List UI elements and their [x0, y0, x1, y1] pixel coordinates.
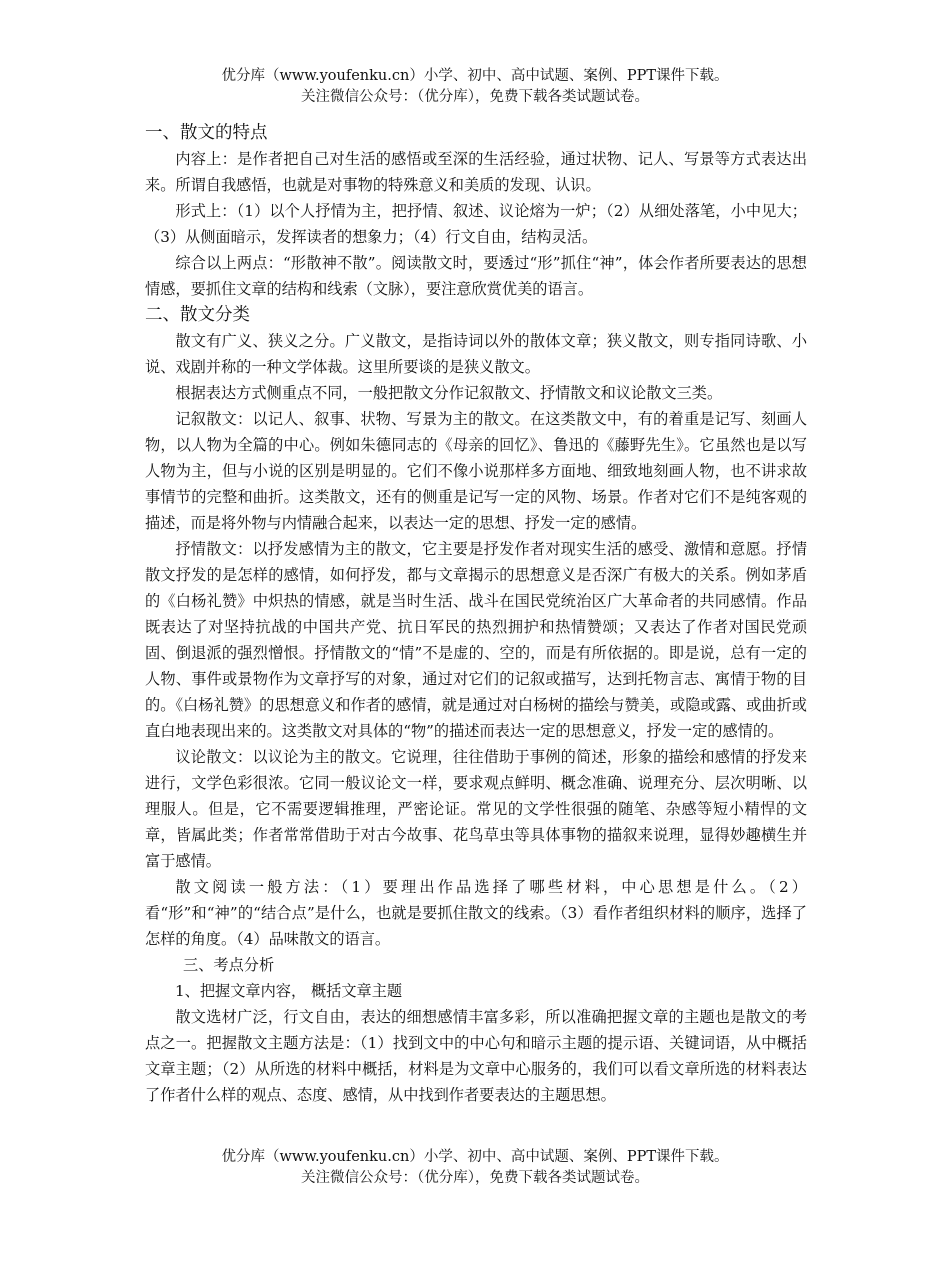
footer-line-1: 优分库（www.youfenku.cn）小学、初中、高中试题、案例、PPT课件下载。 [221, 1149, 729, 1165]
header-line-2: 关注微信公众号：（优分库），免费下载各类试题试卷。 [301, 89, 649, 105]
header-line-1: 优分库（www.youfenku.cn）小学、初中、高中试题、案例、PPT课件下载。 [221, 68, 729, 84]
page-header [0, 66, 950, 108]
paragraph: 根据表达方式侧重点不同，一般把散文分作记叙散文、抒情散文和议论散文三类。 [175, 384, 723, 402]
page-footer [0, 1147, 950, 1189]
subsection-title: 1、把握文章内容， 概括文章主题 [175, 982, 403, 1000]
section-3-title: 三、考点分析 [183, 956, 275, 974]
section-1-title: 一、散文的特点 [145, 123, 268, 143]
footer-line-2: 关注微信公众号：（优分库），免费下载各类试题试卷。 [301, 1170, 649, 1186]
paragraph: 抒情散文：以抒发感情为主的散文，它主要是抒发作者对现实生活的感受、激情和意愿。抒情散文抒发的是怎样的感情，如何抒发，都与文章揭示的思想意义是否深广有极大的关系。例如茅盾的《白杨礼赞》中炽热的情感，就是当时生活、战斗在国民党统治区广大革命者的共同感情。作品既表达了对坚持抗战的中国共产党、抗日军民的热烈拥护和热情赞颂；又表达了作者对国民党顽固、倒退派的强烈憎恨。抒情散文的“情”不是虚的、空的，而是有所依据的。即是说，总有一定的人物、事件或景物作为文章抒写的对象，通过对它们的记叙或描写，达到托物言志、寓情于物的目的。《白杨礼赞》的思想意义和作者的感情，就是通过对白杨树的描绘与赞美，或隐或露、或曲折或直白地表现出来的。这类散文对具体的“物”的描述而表达一定的思想意义，抒发一定的感情的。 [145, 540, 807, 740]
paragraph: 议论散文：以议论为主的散文。它说理，往往借助于事例的简述，形象的描绘和感情的抒发来进行，文学色彩很浓。它同一般议论文一样，要求观点鲜明、概念准确、说理充分、层次明晰、以理服人。但是，它不需要逻辑推理，严密论证。常见的文学性很强的随笔、杂感等短小精悍的文章，皆属此类；作者常常借助于对古今故事、花鸟草虫等具体事物的描叙来说理，显得妙趣横生并富于感情。 [145, 748, 807, 870]
section-2-title: 二、散文分类 [145, 305, 250, 325]
paragraph: 内容上：是作者把自己对生活的感悟或至深的生活经验，通过状物、记人、写景等方式表达出来。所谓自我感悟，也就是对事物的特殊意义和美质的发现、认识。 [145, 150, 807, 194]
paragraph: 形式上：（1）以个人抒情为主，把抒情、叙述、议论熔为一炉；（2）从细处落笔，小中见大；（3）从侧面暗示，发挥读者的想象力；（4）行文自由，结构灵活。 [145, 202, 807, 246]
paragraph: 记叙散文：以记人、叙事、状物、写景为主的散文。在这类散文中，有的着重是记写、刻画人物，以人物为全篇的中心。例如朱德同志的《母亲的回忆》、鲁迅的《藤野先生》。它虽然也是以写人物为主，但与小说的区别是明显的。它们不像小说那样多方面地、细致地刻画人物，也不讲求故事情节的完整和曲折。这类散文，还有的侧重是记写一定的风物、场景。作者对它们不是纯客观的描述，而是将外物与内情融合起来，以表达一定的思想、抒发一定的感情。 [145, 410, 807, 532]
paragraph: 散文阅读一般方法：（1）要理出作品选择了哪些材料，中心思想是什么。（2）看“形”和“神”的“结合点”是什么，也就是要抓住散文的线索。（3）看作者组织材料的顺序，选择了怎样的角度。（4）品味散文的语言。 [145, 878, 807, 948]
document-body [145, 120, 807, 1108]
paragraph: 综合以上两点：“形散神不散”。阅读散文时，要透过“形”抓住“神”，体会作者所要表达的思想情感，要抓住文章的结构和线索（文脉），要注意欣赏优美的语言。 [145, 254, 807, 298]
paragraph: 散文选材广泛，行文自由，表达的细想感情丰富多彩，所以准确把握文章的主题也是散文的考点之一。把握散文主题方法是：（1）找到文中的中心句和暗示主题的提示语、关键词语，从中概括文章主题；（2）从所选的材料中概括，材料是为文章中心服务的，我们可以看文章所选的材料表达了作者什么样的观点、态度、感情，从中找到作者要表达的主题思想。 [145, 1008, 807, 1104]
paragraph: 散文有广义、狭义之分。广义散文，是指诗词以外的散体文章；狭义散文，则专指同诗歌、小说、戏剧并称的一种文学体裁。这里所要谈的是狭义散文。 [145, 332, 807, 376]
